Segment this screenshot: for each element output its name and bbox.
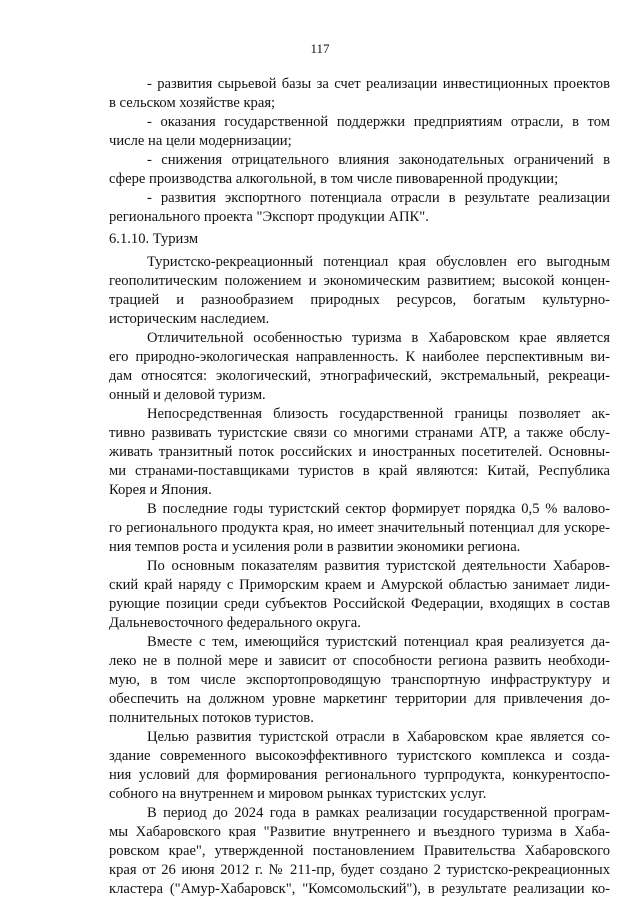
text-line: числе на цели модернизации; <box>109 133 292 149</box>
text-line: геополитическим положением и экономическим развитием; высокой концен- <box>109 273 610 289</box>
text-line: мы Хабаровского края "Развитие внутреннего и въездного туризма в Хаба- <box>109 824 610 840</box>
text-line: обеспечить на должном уровне маркетинг территории для привлечения до- <box>109 691 610 707</box>
text-line: В последние годы туристский сектор формирует порядка 0,5 % валово- <box>147 501 610 517</box>
text-line: Непосредственная близость государственной границы позволяет ак- <box>147 406 610 422</box>
section-heading: 6.1.10. Туризм <box>109 231 199 247</box>
text-line: леко не в полной мере и зависит от способности региона развить необходи- <box>109 653 610 669</box>
text-line: Отличительной особенностью туризма в Хабаровском крае является <box>147 330 610 346</box>
text-line: трацией и разнообразием природных ресурсов, богатым культурно- <box>109 292 610 308</box>
text-line: мую, в том числе экспортопроводящую транспортную инфраструктуру и <box>109 672 610 688</box>
text-line: ми странами-поставщиками туристов в край являются: Китай, Республика <box>109 463 610 479</box>
text-line: здание современного высокоэффективного туристского комплекса и созда- <box>109 748 610 764</box>
text-line: ский край наряду с Приморским краем и Амурской областью занимает лиди- <box>109 577 610 593</box>
text-line: тивно развивать туристские связи со многими странами АТР, а также обслу- <box>109 425 610 441</box>
text-line: - снижения отрицательного влияния законодательных ограничений в <box>147 152 610 168</box>
text-line: Корея и Япония. <box>109 482 212 498</box>
text-line: По основным показателям развития туристской деятельности Хабаров- <box>147 558 610 574</box>
text-line: Туристско-рекреационный потенциал края обусловлен его выгодным <box>147 254 610 270</box>
text-line: - развития сырьевой базы за счет реализации инвестиционных проектов <box>147 76 610 92</box>
text-line: - развития экспортного потенциала отрасли в результате реализации <box>147 190 610 206</box>
text-line: Вместе с тем, имеющийся туристский потенциал края реализуется да- <box>147 634 610 650</box>
text-line: полнительных потоков туристов. <box>109 710 314 726</box>
text-line: дам относятся: экологический, этнографический, экстремальный, рекреаци- <box>109 368 610 384</box>
text-line: - оказания государственной поддержки предприятиям отрасли, в том <box>147 114 610 130</box>
text-line: его природно-экологическая направленность. К наиболее перспективным ви- <box>109 349 610 365</box>
text-line: го регионального продукта края, но имеет значительный потенциал для ускоре- <box>109 520 610 536</box>
text-line: собного на внутреннем и мировом рынках туристских услуг. <box>109 786 487 802</box>
text-line: живать транзитный поток российских и иностранных посетителей. Основны- <box>109 444 610 460</box>
text-line: кластера ("Амур-Хабаровск", "Комсомольский"), в результате реализации ко- <box>109 881 610 897</box>
text-line: регионального проекта "Экспорт продукции АПК". <box>109 209 429 225</box>
text-line: сфере производства алкогольной, в том числе пивоваренной продукции; <box>109 171 559 187</box>
text-line: ровском крае", утвержденной постановлением Правительства Хабаровского <box>109 843 610 859</box>
text-line: рующие позиции среди субъектов Российской Федерации, входящих в состав <box>109 596 610 612</box>
text-line: онный и деловой туризм. <box>109 387 266 403</box>
text-line: Целью развития туристской отрасли в Хабаровском крае является со- <box>147 729 610 745</box>
text-line: В период до 2024 года в рамках реализации государственной програм- <box>147 805 610 821</box>
text-line: ния условий для формирования регионального турпродукта, конкурентоспо- <box>109 767 610 783</box>
text-line: края от 26 июня 2012 г. № 211-пр, будет создано 2 туристско-рекреационных <box>109 862 610 878</box>
page-number: 117 <box>310 41 330 56</box>
text-line: историческим наследием. <box>109 311 270 327</box>
text-line: Дальневосточного федерального округа. <box>109 615 361 631</box>
text-line: в сельском хозяйстве края; <box>109 95 276 111</box>
text-line: ния темпов роста и усиления роли в развитии экономики региона. <box>109 539 521 555</box>
